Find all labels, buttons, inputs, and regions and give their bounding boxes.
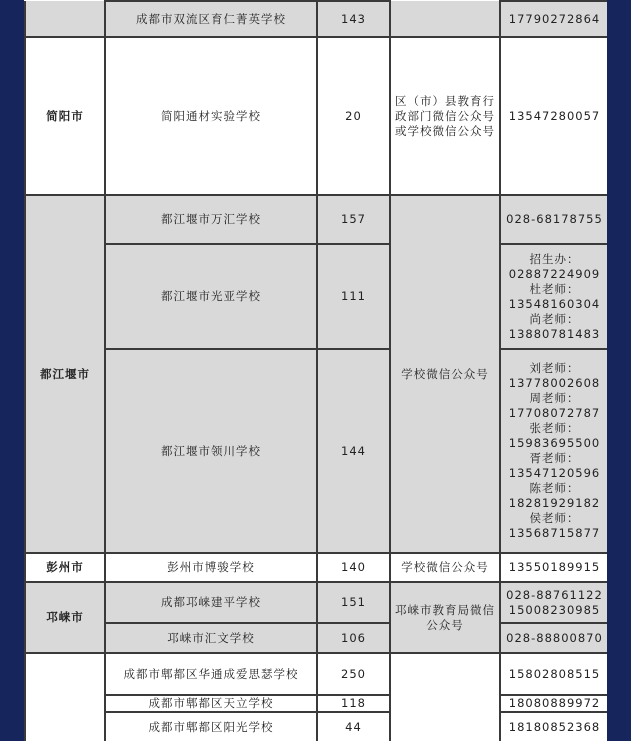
- region-cell: [25, 653, 105, 741]
- school-name: 简阳通材实验学校: [105, 37, 317, 195]
- enroll-count: 44: [317, 712, 390, 741]
- table-row: [25, 712, 607, 741]
- school-name: 成都市郫都区阳光学校: [105, 712, 317, 741]
- table-row: [25, 244, 607, 349]
- region-name: 都江堰市: [25, 195, 105, 553]
- enroll-count: 118: [317, 695, 390, 712]
- school-name: 都江堰市光亚学校: [105, 244, 317, 349]
- channel-cell: [390, 1, 500, 37]
- table-row: [25, 349, 607, 553]
- contact-phone: 15802808515: [500, 653, 607, 695]
- region-name: 邛崃市: [25, 582, 105, 653]
- enroll-count: 20: [317, 37, 390, 195]
- table-row: [25, 553, 607, 582]
- school-name: 邛崃市汇文学校: [105, 623, 317, 653]
- table-row: [25, 37, 607, 195]
- region-cell: [25, 1, 105, 37]
- school-name: 成都市郫都区天立学校: [105, 695, 317, 712]
- region-name: 彭州市: [25, 553, 105, 582]
- school-name: 彭州市博骏学校: [105, 553, 317, 582]
- admissions-table: [24, 0, 607, 741]
- table-row: [25, 653, 607, 695]
- enroll-count: 157: [317, 195, 390, 244]
- table-row: [25, 1, 607, 37]
- school-name: 成都市双流区育仁菁英学校: [105, 1, 317, 37]
- channel-text: 学校微信公众号: [390, 195, 500, 553]
- channel-text: 学校微信公众号: [390, 553, 500, 582]
- enroll-count: 143: [317, 1, 390, 37]
- table-row: [25, 582, 607, 623]
- channel-text: 区（市）县教育行政部门微信公众号或学校微信公众号: [390, 37, 500, 195]
- contact-phone: 17790272864: [500, 1, 607, 37]
- contact-phone: 18080889972: [500, 695, 607, 712]
- enroll-count: 106: [317, 623, 390, 653]
- contact-phone: 028-88761122 15008230985: [500, 582, 607, 623]
- enroll-count: 111: [317, 244, 390, 349]
- table-row: [25, 195, 607, 244]
- enroll-count: 151: [317, 582, 390, 623]
- admissions-table-panel: [24, 0, 607, 741]
- region-name: 简阳市: [25, 37, 105, 195]
- table-row: [25, 623, 607, 653]
- enroll-count: 144: [317, 349, 390, 553]
- channel-text: 邛崃市教育局微信公众号: [390, 582, 500, 653]
- enroll-count: 250: [317, 653, 390, 695]
- school-name: 成都邛崃建平学校: [105, 582, 317, 623]
- table-row: [25, 695, 607, 712]
- contact-phone: 13550189915: [500, 553, 607, 582]
- school-name: 成都市郫都区华通成爱思瑟学校: [105, 653, 317, 695]
- channel-cell: [390, 653, 500, 741]
- contact-phone: 028-68178755: [500, 195, 607, 244]
- contact-phone: 13547280057: [500, 37, 607, 195]
- school-name: 都江堰市领川学校: [105, 349, 317, 553]
- contact-phone: 招生办：02887224909 杜老师：13548160304 尚老师：13880781483: [500, 244, 607, 349]
- contact-phone: 刘老师：13778002608 周老师：17708072787 张老师：15983695500 胥老师：13547120596 陈老师：18281929182 侯老师：13568715877: [500, 349, 607, 553]
- enroll-count: 140: [317, 553, 390, 582]
- contact-phone: 18180852368: [500, 712, 607, 741]
- school-name: 都江堰市万汇学校: [105, 195, 317, 244]
- contact-phone: 028-88800870: [500, 623, 607, 653]
